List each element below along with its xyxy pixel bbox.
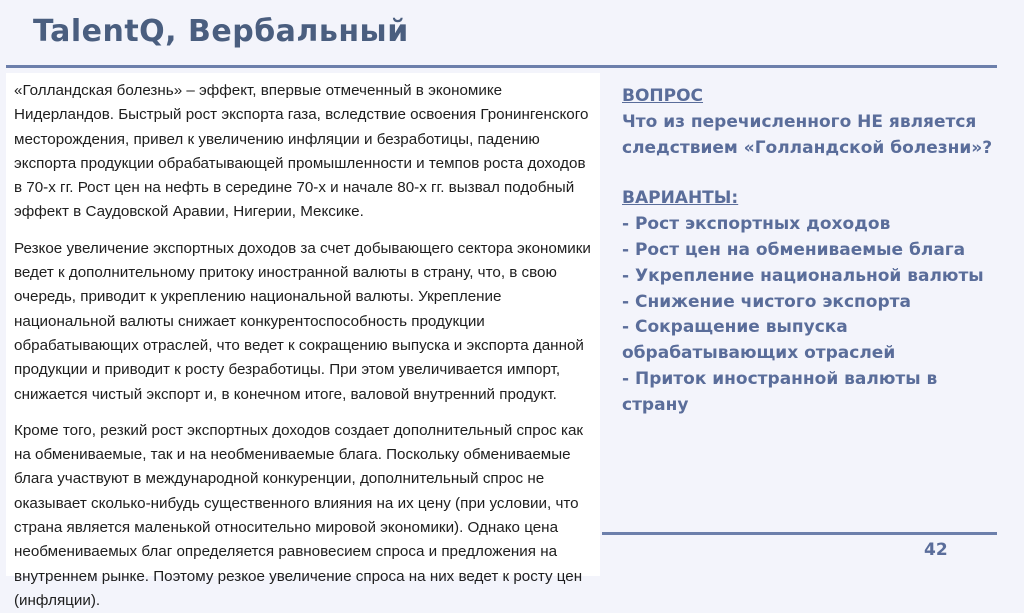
answer-option-3: - Укрепление национальной валюты: [622, 265, 984, 286]
title-divider: [6, 65, 997, 68]
answer-option-5: - Сокращение выпуска обрабатывающих отраслей: [622, 317, 896, 364]
answer-option-2: - Рост цен на обмениваемые блага: [622, 239, 966, 260]
page-number: 42: [924, 540, 948, 560]
answers-heading: ВАРИАНТЫ:: [622, 188, 739, 209]
question-block: [622, 84, 997, 419]
question-text: Что из перечисленного НЕ является следствием «Голландской болезни»?: [622, 111, 993, 158]
passage-paragraph-2: Резкое увеличение экспортных доходов за счет добывающего сектора экономики ведет к дополнительному притоку иностранной валюты в страну, что, в свою очередь, приводит к укреплению национальной валюты. Укрепление национальной валюты снижает конкурентоспособность продукции обрабатывающих отраслей, что ведет к сокращению выпуска и экспорта данной продукции и приводит к росту безработицы. При этом увеличивается импорт, снижается чистый экспорт и, в конечном итоге, валовой внутренний продукт.: [14, 239, 591, 403]
question-heading: ВОПРОС: [622, 86, 704, 106]
slide-title: TalentQ, Вербальный: [33, 14, 409, 49]
answer-options-list: [622, 212, 997, 418]
answer-option-4: - Снижение чистого экспорта: [622, 291, 911, 312]
passage-paragraph-1: «Голландская болезнь» – эффект, впервые отмеченный в экономике Нидерландов. Быстрый рост экспорта газа, вследствие освоения Гронингенского месторождения, привел к увеличению инфляции и безработицы, падению экспорта продукции обрабатывающей промышленности и темпов роста доходов в 70-х гг. Рост цен на нефть в середине 70-х и начале 80-х гг. вызвал подобный эффект в Саудовской Аравии, Нигерии, Мексике.: [14, 82, 589, 221]
passage-paragraph-3: Кроме того, резкий рост экспортных доходов создает дополнительный спрос как на обмениваемые, так и на необмениваемые блага. Поскольку обмениваемые блага участвуют в международной конкуренции, дополнительный спрос не оказывает сколько-нибудь существенного влияния на их цену (при условии, что страна является маленькой относительно мировой экономики). Однако цена необмениваемых благ определяется равновесием спроса и предложения на внутреннем рынке. Поэтому резкое увеличение спроса на них ведет к росту цен (инфляции).: [14, 421, 584, 609]
footer-divider: [602, 532, 997, 535]
answer-option-6: - Приток иностранной валюты в страну: [622, 368, 938, 415]
spacer: [622, 161, 997, 186]
reading-passage-panel: [6, 73, 600, 609]
answer-option-1: - Рост экспортных доходов: [622, 214, 891, 235]
